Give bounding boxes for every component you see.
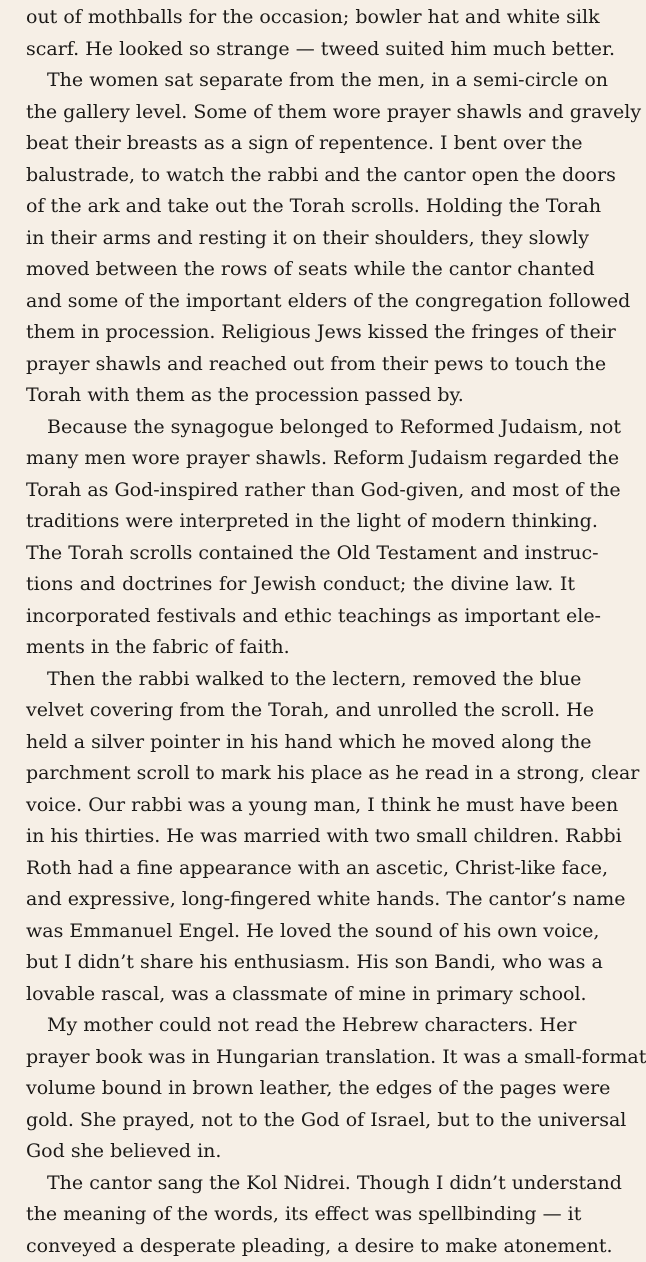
paragraph-rabbi-lectern — [26, 664, 575, 1011]
text-line: balustrade, to watch the rabbi and the cantor open the doors — [26, 160, 575, 192]
text-line: gold. She prayed, not to the God of Israel, but to the universal — [26, 1105, 575, 1137]
text-line: The Torah scrolls contained the Old Testament and instruc- — [26, 538, 575, 570]
text-line: voice. Our rabbi was a young man, I think he must have been — [26, 790, 575, 822]
text-line: God she believed in. — [26, 1136, 575, 1168]
text-line: velvet covering from the Torah, and unrolled the scroll. He — [26, 695, 575, 727]
paragraph-women-gallery — [26, 65, 575, 412]
text-line: and expressive, long-fingered white hands. The cantor’s name — [26, 884, 575, 916]
text-line: The women sat separate from the men, in a semi-circle on — [26, 65, 575, 97]
text-line: traditions were interpreted in the light of modern thinking. — [26, 506, 575, 538]
text-line: out of mothballs for the occasion; bowler hat and white silk — [26, 2, 575, 34]
text-line: Because the synagogue belonged to Reformed Judaism, not — [26, 412, 575, 444]
text-line: parchment scroll to mark his place as he read in a strong, clear — [26, 758, 575, 790]
text-line: incorporated festivals and ethic teachings as important ele- — [26, 601, 575, 633]
text-line: beat their breasts as a sign of repentence. I bent over the — [26, 128, 575, 160]
text-line: Torah as God-inspired rather than God-given, and most of the — [26, 475, 575, 507]
paragraph-kol-nidrei — [26, 1168, 575, 1262]
text-line: was Emmanuel Engel. He loved the sound of his own voice, — [26, 916, 575, 948]
text-line: tions and doctrines for Jewish conduct; the divine law. It — [26, 569, 575, 601]
text-line: Roth had a fine appearance with an ascetic, Christ-like face, — [26, 853, 575, 885]
text-line: in his thirties. He was married with two small children. Rabbi — [26, 821, 575, 853]
text-line: scarf. He looked so strange — tweed suited him much better. — [26, 34, 575, 66]
text-line: Torah with them as the procession passed by. — [26, 380, 575, 412]
text-line: the meaning of the words, its effect was spellbinding — it — [26, 1199, 575, 1231]
text-line: many men wore prayer shawls. Reform Judaism regarded the — [26, 443, 575, 475]
text-line: The cantor sang the Kol Nidrei. Though I didn’t understand — [26, 1168, 575, 1200]
text-line: moved between the rows of seats while the cantor chanted — [26, 254, 575, 286]
text-line: in their arms and resting it on their shoulders, they slowly — [26, 223, 575, 255]
text-line: the gallery level. Some of them wore prayer shawls and gravely — [26, 97, 575, 129]
text-line: prayer book was in Hungarian translation. It was a small-format — [26, 1042, 575, 1074]
text-line: My mother could not read the Hebrew characters. Her — [26, 1010, 575, 1042]
text-line: Then the rabbi walked to the lectern, removed the blue — [26, 664, 575, 696]
text-line: conveyed a desperate pleading, a desire to make atonement. — [26, 1231, 575, 1262]
paragraph-mother-prayer-book — [26, 1010, 575, 1168]
text-line: prayer shawls and reached out from their pews to touch the — [26, 349, 575, 381]
text-line: lovable rascal, was a classmate of mine in primary school. — [26, 979, 575, 1011]
text-line: ments in the fabric of faith. — [26, 632, 575, 664]
text-line: and some of the important elders of the congregation followed — [26, 286, 575, 318]
paragraph-reform-judaism — [26, 412, 575, 664]
text-line: them in procession. Religious Jews kissed the fringes of their — [26, 317, 575, 349]
text-line: but I didn’t share his enthusiasm. His son Bandi, who was a — [26, 947, 575, 979]
text-line: of the ark and take out the Torah scrolls. Holding the Torah — [26, 191, 575, 223]
paragraph-continuation — [26, 2, 575, 65]
text-line: held a silver pointer in his hand which he moved along the — [26, 727, 575, 759]
text-line: volume bound in brown leather, the edges of the pages were — [26, 1073, 575, 1105]
